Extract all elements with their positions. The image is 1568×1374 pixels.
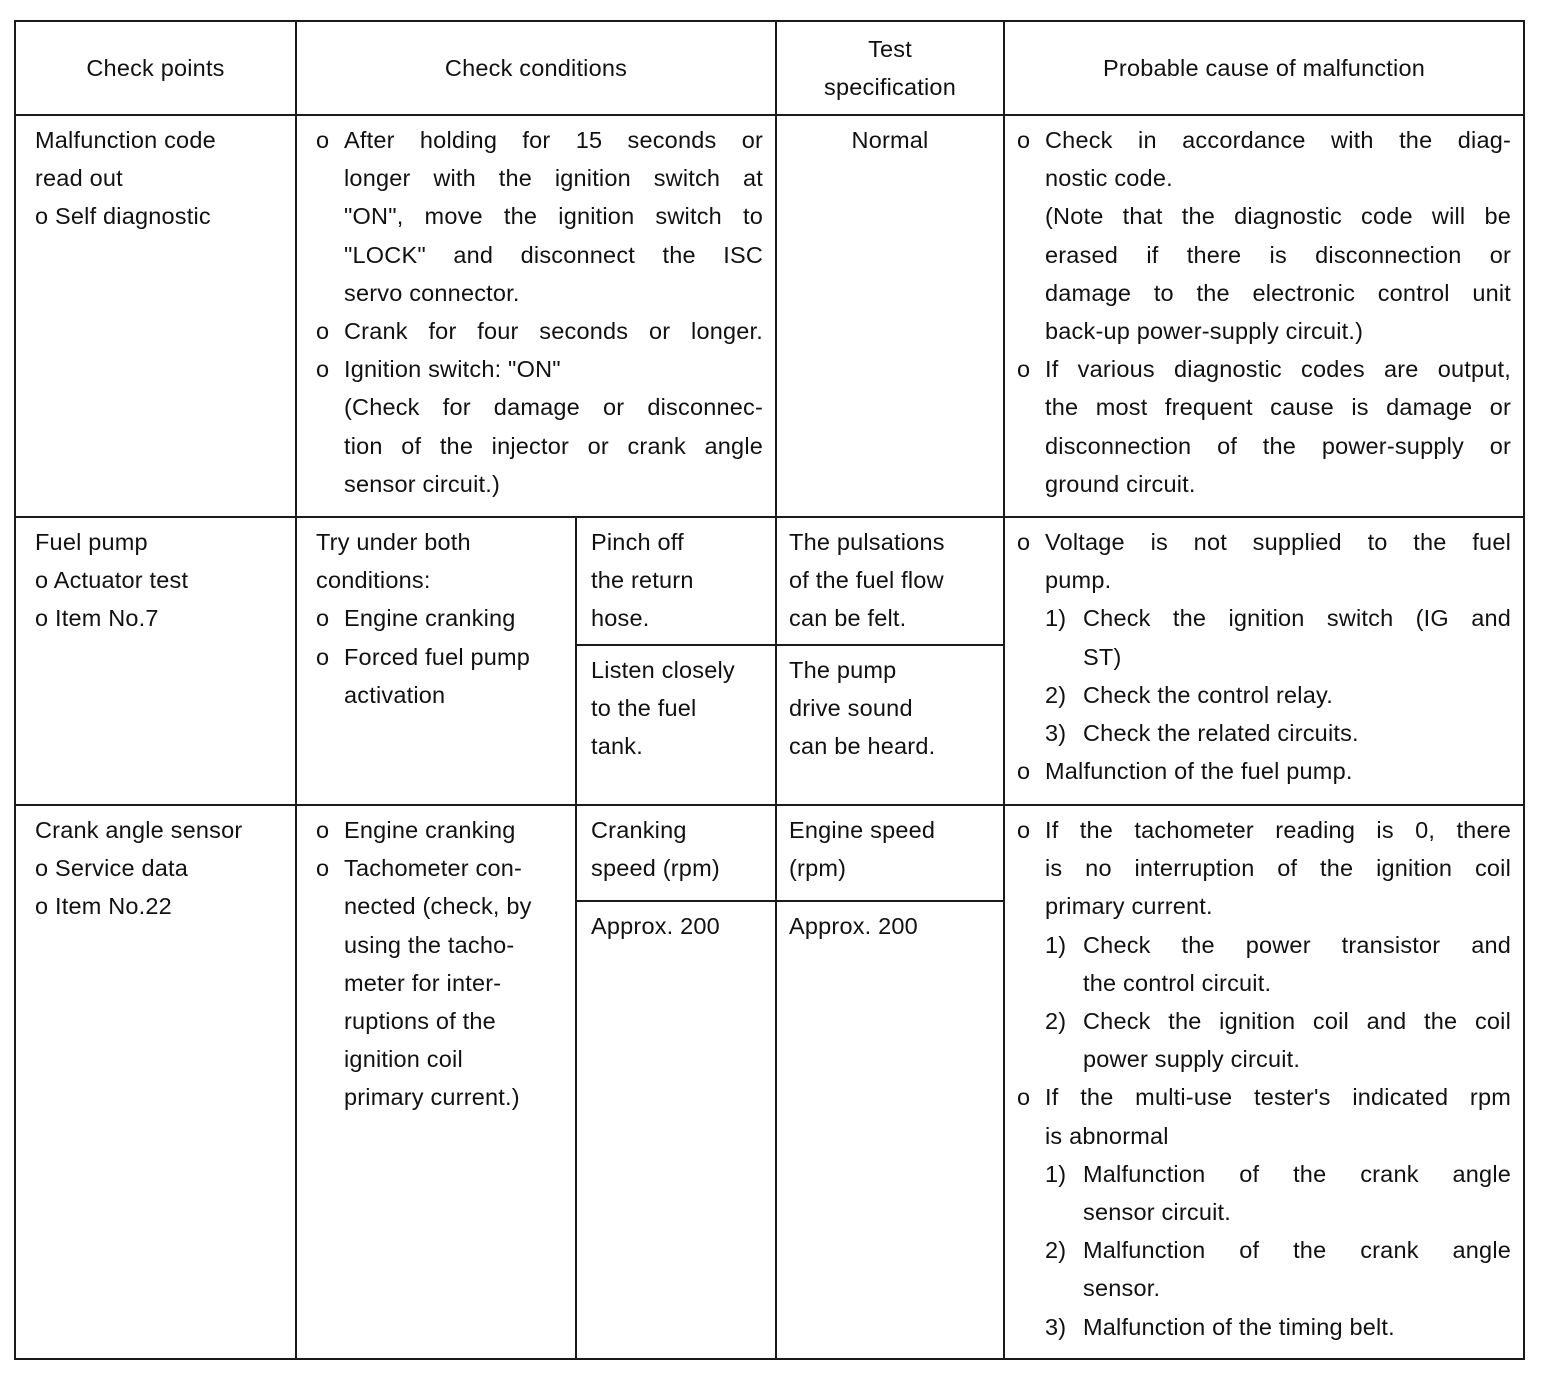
row3-sub-spec-val: Approx. 200	[789, 913, 918, 939]
row2-sub2-cond-l1: Listen closely	[591, 657, 735, 683]
row3-cause-b2-num2	[1017, 1231, 1511, 1307]
row1-cond-b1-l5: servo connector.	[344, 279, 520, 306]
row3-cause-b1-l2: is no interruption of the ignition coil	[1045, 855, 1512, 882]
row2-sub1-cond-l3: hose.	[591, 605, 650, 632]
row3-cause-b1-num1	[1017, 926, 1511, 1002]
bullet-marker: o	[316, 318, 330, 345]
row2-cond-b2-l2: activation	[344, 681, 446, 708]
table-row-malfunction-code	[15, 115, 1524, 517]
row1-cause-b1-l1: Check in accordance with the diag-	[1045, 127, 1512, 153]
row3-cause-b2-n2-l1: Malfunction of the crank angle	[1083, 1237, 1512, 1264]
row1-probable-cause	[1004, 115, 1524, 517]
row2-sub2-cond-l2: to the fuel	[591, 695, 697, 722]
bullet-marker: o	[1017, 1084, 1031, 1111]
row3-sub-spec-head-l2: (rpm)	[789, 855, 847, 882]
number-marker: 3)	[1045, 1313, 1067, 1340]
row1-cond-bullet1	[316, 121, 763, 312]
row3-cause-b1-l3: primary current.	[1045, 893, 1213, 920]
row1-cause-b2-l1: If various diagnostic codes are output,	[1045, 356, 1512, 383]
row3-cause-b2-n3: Malfunction of the timing belt.	[1083, 1313, 1395, 1340]
row2-sub1-cond-l2: the return	[591, 567, 694, 594]
row1-cond-b3-l1: Ignition switch: "ON"	[344, 356, 561, 383]
row2-cond-bullet2	[316, 638, 565, 714]
row1-cause-b1-l4: erased if there is disconnection or	[1045, 241, 1512, 268]
row2-cp-line3: o Item No.7	[35, 605, 159, 632]
row3-cause-b1-n2-l2: power supply circuit.	[1083, 1046, 1301, 1073]
row3-probable-cause	[1004, 805, 1524, 1359]
row3-cause-b1-n1-l1: Check the power transistor and	[1083, 931, 1512, 958]
row1-cause-b2-l3: disconnection of the power-supply or	[1045, 432, 1512, 459]
row3-check-conditions	[296, 805, 576, 1359]
row3-sub-spec-head-l1: Engine speed	[789, 817, 936, 843]
row3-cond-b1: Engine cranking	[344, 817, 516, 843]
row1-cause-b1-l2: nostic code.	[1045, 165, 1173, 192]
row2-sub1-spec-l3: can be felt.	[789, 605, 907, 632]
row2-sub2-condition	[576, 645, 776, 805]
row2-sub1-condition	[576, 517, 776, 645]
row2-cond-b1: Engine cranking	[344, 605, 516, 632]
row2-sub2-spec	[776, 645, 1004, 805]
row3-cond-b2-l4: meter for inter-	[344, 969, 502, 996]
row3-cond-bullet1	[316, 811, 561, 849]
bullet-marker: o	[316, 356, 330, 383]
row2-probable-cause	[1004, 517, 1524, 805]
row3-sub-spec-value	[776, 901, 1004, 1359]
diagnosis-table	[14, 20, 1525, 1360]
row1-cond-b2-l1: Crank for four seconds or longer.	[344, 318, 764, 345]
row1-cond-b1-l4: "LOCK" and disconnect the ISC	[344, 241, 764, 268]
bullet-marker: o	[316, 605, 330, 632]
row3-cause-b2-n1-l2: sensor circuit.	[1083, 1199, 1231, 1226]
row3-cond-b2-l3: using the tacho-	[344, 931, 515, 958]
row3-cause-b1-n2-l1: Check the ignition coil and the coil	[1083, 1008, 1512, 1035]
row2-cond-bullet1	[316, 599, 565, 637]
row1-cond-b3-l2: (Check for damage or disconnec-	[344, 394, 764, 421]
row2-cause-bullet1	[1017, 523, 1511, 599]
row3-cause-bullet2	[1017, 1078, 1511, 1154]
row1-test-spec	[776, 115, 1004, 517]
bullet-marker: o	[1017, 127, 1031, 153]
table-row-fuel-pump-a	[15, 517, 1524, 645]
row3-sub-spec-head	[776, 805, 1004, 901]
row1-cp-line1: Malfunction code	[35, 127, 216, 153]
bullet-marker: o	[316, 643, 330, 670]
row1-cause-b1-l6: back-up power-supply circuit.)	[1045, 318, 1364, 345]
row2-sub1-spec-l2: of the fuel flow	[789, 567, 944, 594]
row3-cause-b2-l2: is abnormal	[1045, 1122, 1169, 1149]
row3-cause-b2-n2-l2: sensor.	[1083, 1275, 1161, 1302]
row2-cond-b2-l1: Forced fuel pump	[344, 643, 531, 670]
number-marker: 1)	[1045, 931, 1067, 958]
row1-cause-b1-l3: (Note that the diagnostic code will be	[1045, 203, 1512, 230]
row3-check-points	[15, 805, 296, 1359]
number-marker: 2)	[1045, 681, 1067, 708]
row1-cond-b1-l2: longer with the ignition switch at	[344, 165, 764, 192]
row1-cond-b3-l3: tion of the injector or crank angle	[344, 432, 764, 459]
bullet-marker: o	[316, 127, 330, 153]
row3-cause-b1-num2	[1017, 1002, 1511, 1078]
row2-sub2-spec-l1: The pump	[789, 657, 897, 683]
header-check-conditions: Check conditions	[296, 21, 776, 115]
row2-sub2-cond-l3: tank.	[591, 733, 643, 760]
row3-cause-b2-n1-l1: Malfunction of the crank angle	[1083, 1160, 1512, 1187]
number-marker: 3)	[1045, 720, 1067, 747]
row2-check-points	[15, 517, 296, 805]
row2-cause-n1-l2: ST)	[1083, 643, 1122, 670]
row3-cond-b2-l2: nected (check, by	[344, 893, 532, 920]
row3-cond-bullet2	[316, 849, 561, 1116]
row1-cause-b2-l4: ground circuit.	[1045, 470, 1196, 497]
bullet-marker: o	[1017, 356, 1031, 383]
row2-cause-b1-l1: Voltage is not supplied to the fuel	[1045, 529, 1512, 555]
row2-check-conditions	[296, 517, 576, 805]
row2-cause-n1-l1: Check the ignition switch (IG and	[1083, 605, 1512, 632]
row3-cause-b1-n1-l2: the control circuit.	[1083, 969, 1272, 996]
header-probable-cause: Probable cause of malfunction	[1004, 21, 1524, 115]
row3-cond-b2-l5: ruptions of the	[344, 1008, 496, 1035]
number-marker: 1)	[1045, 605, 1067, 632]
header-test-line1: Test	[868, 36, 912, 62]
row1-cause-bullet2	[1017, 350, 1511, 503]
row1-spec-value: Normal	[851, 127, 929, 153]
header-test-specification	[776, 21, 1004, 115]
row3-cause-b2-num1	[1017, 1155, 1511, 1231]
row3-sub-cond-head-l1: Cranking	[591, 817, 687, 843]
row2-cp-line1: Fuel pump	[35, 529, 148, 555]
row1-cond-b3-l4: sensor circuit.)	[344, 470, 500, 497]
row1-check-conditions	[296, 115, 776, 517]
header-row	[15, 21, 1524, 115]
row3-sub-cond-head	[576, 805, 776, 901]
row2-cause-num2	[1017, 676, 1511, 714]
row1-cp-line3: o Self diagnostic	[35, 203, 211, 230]
row3-cause-b2-num3	[1017, 1308, 1511, 1346]
row2-cause-b1-l2: pump.	[1045, 567, 1112, 594]
row2-sub2-spec-l3: can be heard.	[789, 733, 936, 760]
row3-cond-b2-l7: primary current.)	[344, 1084, 520, 1111]
row2-cause-b2: Malfunction of the fuel pump.	[1045, 758, 1353, 785]
table-row-crank-angle-a	[15, 805, 1524, 901]
row2-cause-bullet2	[1017, 752, 1511, 790]
row3-cond-b2-l6: ignition coil	[344, 1046, 463, 1073]
row1-cond-b1-l1: After holding for 15 seconds or	[344, 127, 764, 153]
number-marker: 1)	[1045, 1160, 1067, 1187]
row3-cause-b2-l1: If the multi-use tester's indicated rpm	[1045, 1084, 1512, 1111]
row1-cond-bullet2	[316, 312, 763, 350]
row3-cond-b2-l1: Tachometer con-	[344, 855, 523, 882]
row3-cp-line2: o Service data	[35, 855, 189, 882]
number-marker: 2)	[1045, 1237, 1067, 1264]
row1-cond-b1-l3: "ON", move the ignition switch to	[344, 203, 764, 230]
row2-cond-l1: Try under both	[316, 529, 471, 555]
bullet-marker: o	[316, 817, 330, 843]
row3-cp-line3: o Item No.22	[35, 893, 172, 920]
row2-sub1-cond-l1: Pinch off	[591, 529, 684, 555]
row2-cause-num3	[1017, 714, 1511, 752]
row3-cause-b1-l1: If the tachometer reading is 0, there	[1045, 817, 1512, 843]
bullet-marker: o	[1017, 817, 1031, 843]
row2-sub1-spec-l1: The pulsations	[789, 529, 945, 555]
row2-sub2-spec-l2: drive sound	[789, 695, 913, 722]
row3-cp-line1: Crank angle sensor	[35, 817, 243, 843]
row2-cp-line2: o Actuator test	[35, 567, 189, 594]
row1-cause-bullet1	[1017, 121, 1511, 350]
header-test-line2: specification	[824, 74, 956, 100]
row3-sub-cond-val: Approx. 200	[591, 913, 720, 939]
number-marker: 2)	[1045, 1008, 1067, 1035]
row2-sub1-spec	[776, 517, 1004, 645]
row2-cause-n3: Check the related circuits.	[1083, 720, 1359, 747]
header-check-points: Check points	[15, 21, 296, 115]
bullet-marker: o	[316, 855, 330, 882]
row1-cond-bullet3	[316, 350, 763, 503]
bullet-marker: o	[1017, 758, 1031, 785]
bullet-marker: o	[1017, 529, 1031, 555]
row1-cause-b1-l5: damage to the electronic control unit	[1045, 279, 1512, 306]
row3-sub-cond-head-l2: speed (rpm)	[591, 855, 720, 882]
row3-sub-cond-value	[576, 901, 776, 1359]
row2-cause-num1	[1017, 599, 1511, 675]
row2-cond-l2: conditions:	[316, 567, 431, 594]
row3-cause-bullet1	[1017, 811, 1511, 926]
row1-cp-line2: read out	[35, 165, 123, 192]
row1-check-points	[15, 115, 296, 517]
row2-cause-n2: Check the control relay.	[1083, 681, 1333, 708]
row1-cause-b2-l2: the most frequent cause is damage or	[1045, 394, 1512, 421]
